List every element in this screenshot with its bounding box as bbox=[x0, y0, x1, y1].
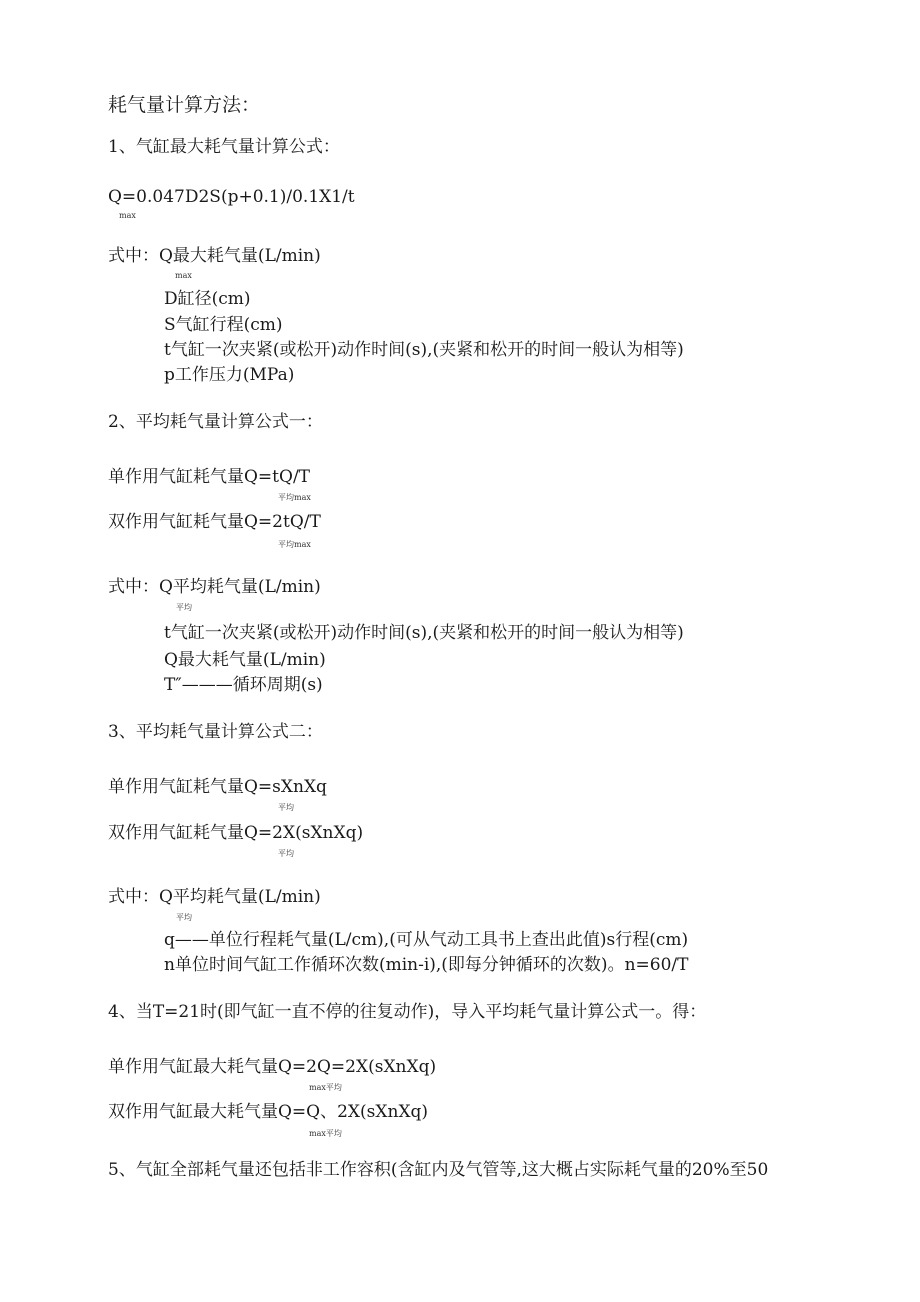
section-3-formula-double-subscript: 平均 bbox=[278, 849, 294, 858]
section-2-formula-single-subscript: 平均max bbox=[278, 493, 311, 502]
section-2-definitions-subscript: 平均 bbox=[176, 603, 192, 612]
section-1-item: t气缸一次夹紧(或松开)动作时间(s),(夹紧和松开的时间一般认为相等) bbox=[164, 340, 684, 360]
section-1-item: S气缸行程(cm) bbox=[164, 315, 283, 335]
section-2-formula-double-subscript: 平均max bbox=[278, 540, 311, 549]
section-3-formula-single: 单作用气缸耗气量Q=sXnXq bbox=[108, 777, 327, 797]
section-4-formula-single: 单作用气缸最大耗气量Q=2Q=2X(sXnXq) bbox=[108, 1057, 437, 1077]
section-2-item: Q最大耗气量(L/min) bbox=[164, 650, 326, 670]
section-2-formula-double: 双作用气缸耗气量Q=2tQ/T bbox=[108, 512, 321, 532]
section-3-formula-single-subscript: 平均 bbox=[278, 803, 294, 812]
section-3-item: n单位时间气缸工作循环次数(min-i),(即每分钟循环的次数)。n=60/T bbox=[164, 955, 689, 975]
section-3-heading: 3、平均耗气量计算公式二： bbox=[108, 722, 323, 742]
section-2-definitions-label: 式中：Q平均耗气量(L/min) bbox=[108, 577, 321, 597]
section-5-heading: 5、气缸全部耗气量还包括非工作容积(含缸内及气管等,这大概占实际耗气量的20%至50 bbox=[108, 1160, 769, 1180]
section-1-heading: 1、气缸最大耗气量计算公式： bbox=[108, 137, 340, 157]
section-2-heading: 2、平均耗气量计算公式一： bbox=[108, 412, 323, 432]
section-3-definitions-subscript: 平均 bbox=[176, 913, 192, 922]
formula-qmax: Q=0.047D2S(p+0.1)/0.1X1/t bbox=[108, 187, 355, 207]
section-3-formula-double: 双作用气缸耗气量Q=2X(sXnXq) bbox=[108, 823, 364, 843]
section-4-formula-double: 双作用气缸最大耗气量Q=Q、2X(sXnXq) bbox=[108, 1102, 429, 1122]
section-4-formula-single-subscript: max平均 bbox=[309, 1083, 342, 1092]
section-3-item: q——单位行程耗气量(L/cm),(可从气动工具书上查出此值)s行程(cm) bbox=[164, 930, 689, 950]
section-1-item: p工作压力(MPa) bbox=[164, 365, 295, 385]
section-1-item: D缸径(cm) bbox=[164, 289, 251, 309]
section-4-heading: 4、当T=21时(即气缸一直不停的往复动作)，导入平均耗气量计算公式一。得： bbox=[108, 1002, 707, 1022]
section-1-definitions-subscript: max bbox=[175, 271, 192, 280]
page-title: 耗气量计算方法： bbox=[108, 94, 261, 116]
section-3-definitions-label: 式中：Q平均耗气量(L/min) bbox=[108, 887, 321, 907]
formula-qmax-subscript: max bbox=[119, 211, 136, 220]
section-1-definitions-label: 式中：Q最大耗气量(L/min) bbox=[108, 246, 321, 266]
section-2-formula-single: 单作用气缸耗气量Q=tQ/T bbox=[108, 467, 311, 487]
section-2-item: t气缸一次夹紧(或松开)动作时间(s),(夹紧和松开的时间一般认为相等) bbox=[164, 623, 684, 643]
section-2-item: T″———循环周期(s) bbox=[164, 675, 323, 695]
section-4-formula-double-subscript: max平均 bbox=[309, 1129, 342, 1138]
